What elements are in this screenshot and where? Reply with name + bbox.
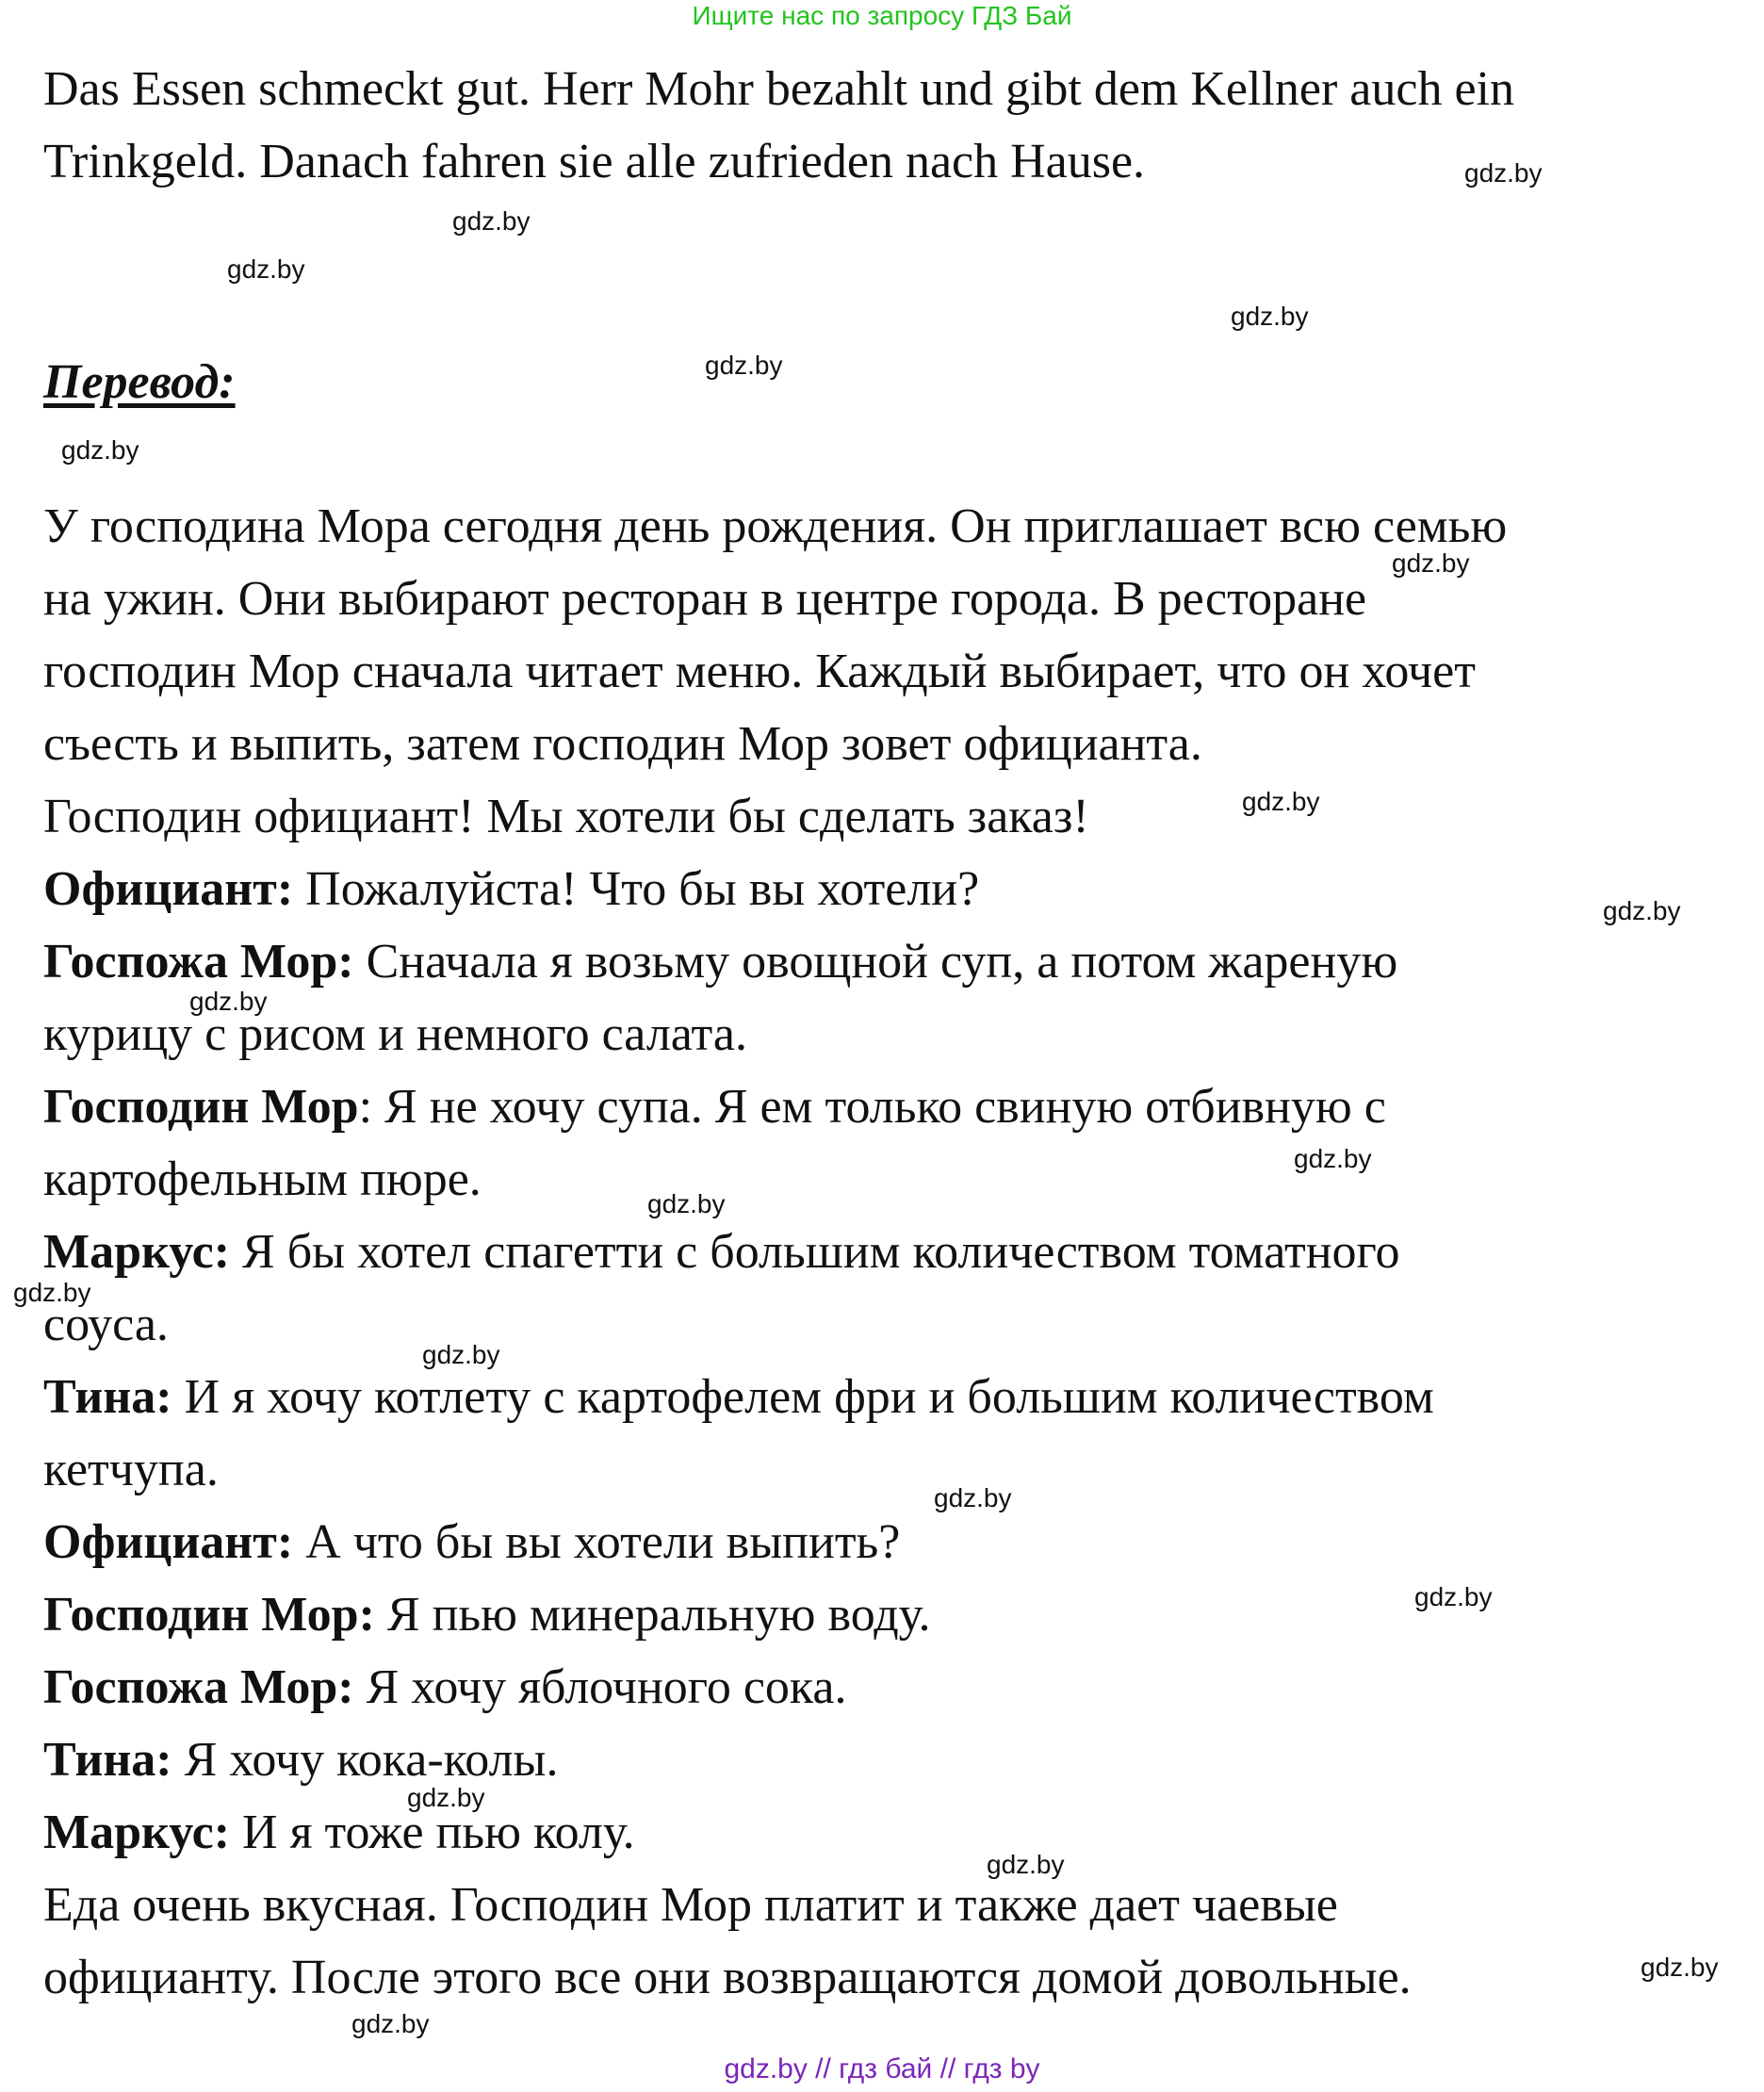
watermark: gdz.by [407,1783,485,1812]
translation-line: господин Мор сначала читает меню. Каждый выбирает, что он хочет [43,645,1476,698]
watermark: gdz.by [351,2009,430,2038]
watermark: gdz.by [934,1483,1012,1512]
german-line-2: Trinkgeld. Danach fahren sie alle zufrieden nach Hause. [43,135,1146,188]
german-line-1: Das Essen schmeckt gut. Herr Mohr bezahlt und gibt dem Kellner auch ein [43,62,1514,116]
watermark: gdz.by [227,254,305,284]
dialogue-line: Маркус: Я бы хотел спагетти с большим количеством томатного [43,1225,1400,1279]
dialogue-line: Госпожа Мор: Я хочу яблочного сока. [43,1660,847,1714]
speaker-name: Тина: [43,1733,172,1787]
watermark: gdz.by [1464,158,1543,188]
translation-line: на ужин. Они выбирают ресторан в центре города. В ресторане [43,572,1367,626]
search-banner: Ищите нас по запросу ГДЗ Бай [692,1,1072,30]
dialogue-line: Господин Мор: Я не хочу супа. Я ем только свиную отбивную с [43,1080,1386,1134]
dialogue-line: Маркус: И я тоже пью колу. [43,1806,635,1859]
speaker-name: Официант: [43,862,294,916]
speaker-name: Господин Мор [43,1080,359,1134]
translation-line: картофельным пюре. [43,1152,482,1206]
dialogue-line: Господин Мор: Я пью минеральную воду. [43,1588,931,1642]
speaker-name: Маркус: [43,1806,231,1859]
watermark: gdz.by [13,1278,91,1307]
watermark: gdz.by [705,351,783,380]
watermark: gdz.by [1231,302,1309,331]
translation-line: Еда очень вкусная. Господин Мор платит и также дает чаевые [43,1878,1338,1932]
watermark: gdz.by [189,987,268,1016]
watermark: gdz.by [1603,896,1681,925]
dialogue-line: Тина: И я хочу котлету с картофелем фри и большим количеством [43,1370,1434,1424]
dialogue-line: Официант: Пожалуйста! Что бы вы хотели? [43,862,980,916]
translation-heading: Перевод: [43,355,236,409]
translation-line: Господин официант! Мы хотели бы сделать заказ! [43,790,1089,843]
watermark: gdz.by [1242,787,1320,816]
watermark: gdz.by [1414,1582,1493,1611]
translation-line: кетчупа. [43,1443,219,1496]
speaker-name: Госпожа Мор: [43,935,354,989]
watermark: gdz.by [1641,1953,1719,1982]
dialogue-line: Тина: Я хочу кока-колы. [43,1733,559,1787]
dialogue-line: Госпожа Мор: Сначала я возьму овощной суп, а потом жареную [43,935,1398,989]
speaker-name: Господин Мор: [43,1588,375,1642]
footer-links: gdz.by // гдз бай // гдз by [724,2053,1040,2084]
translation-line: У господина Мора сегодня день рождения. Он приглашает всю семью [43,499,1508,553]
watermark: gdz.by [452,206,531,236]
speaker-name: Тина: [43,1370,172,1424]
translation-line: официанту. После этого все они возвращаются домой довольные. [43,1951,1412,2004]
translation-line: съесть и выпить, затем господин Мор зовет официанта. [43,717,1202,771]
speaker-name: Официант: [43,1515,294,1569]
speaker-name: Госпожа Мор: [43,1660,354,1714]
translation-line: соуса. [43,1298,169,1351]
dialogue-line: Официант: А что бы вы хотели выпить? [43,1515,901,1569]
watermark: gdz.by [987,1850,1065,1879]
speaker-name: Маркус: [43,1225,231,1279]
translation-line: курицу с рисом и немного салата. [43,1007,747,1061]
watermark: gdz.by [647,1189,726,1218]
watermark: gdz.by [1294,1144,1372,1173]
watermark: gdz.by [61,435,139,465]
watermark: gdz.by [422,1340,500,1369]
watermark: gdz.by [1392,548,1470,578]
